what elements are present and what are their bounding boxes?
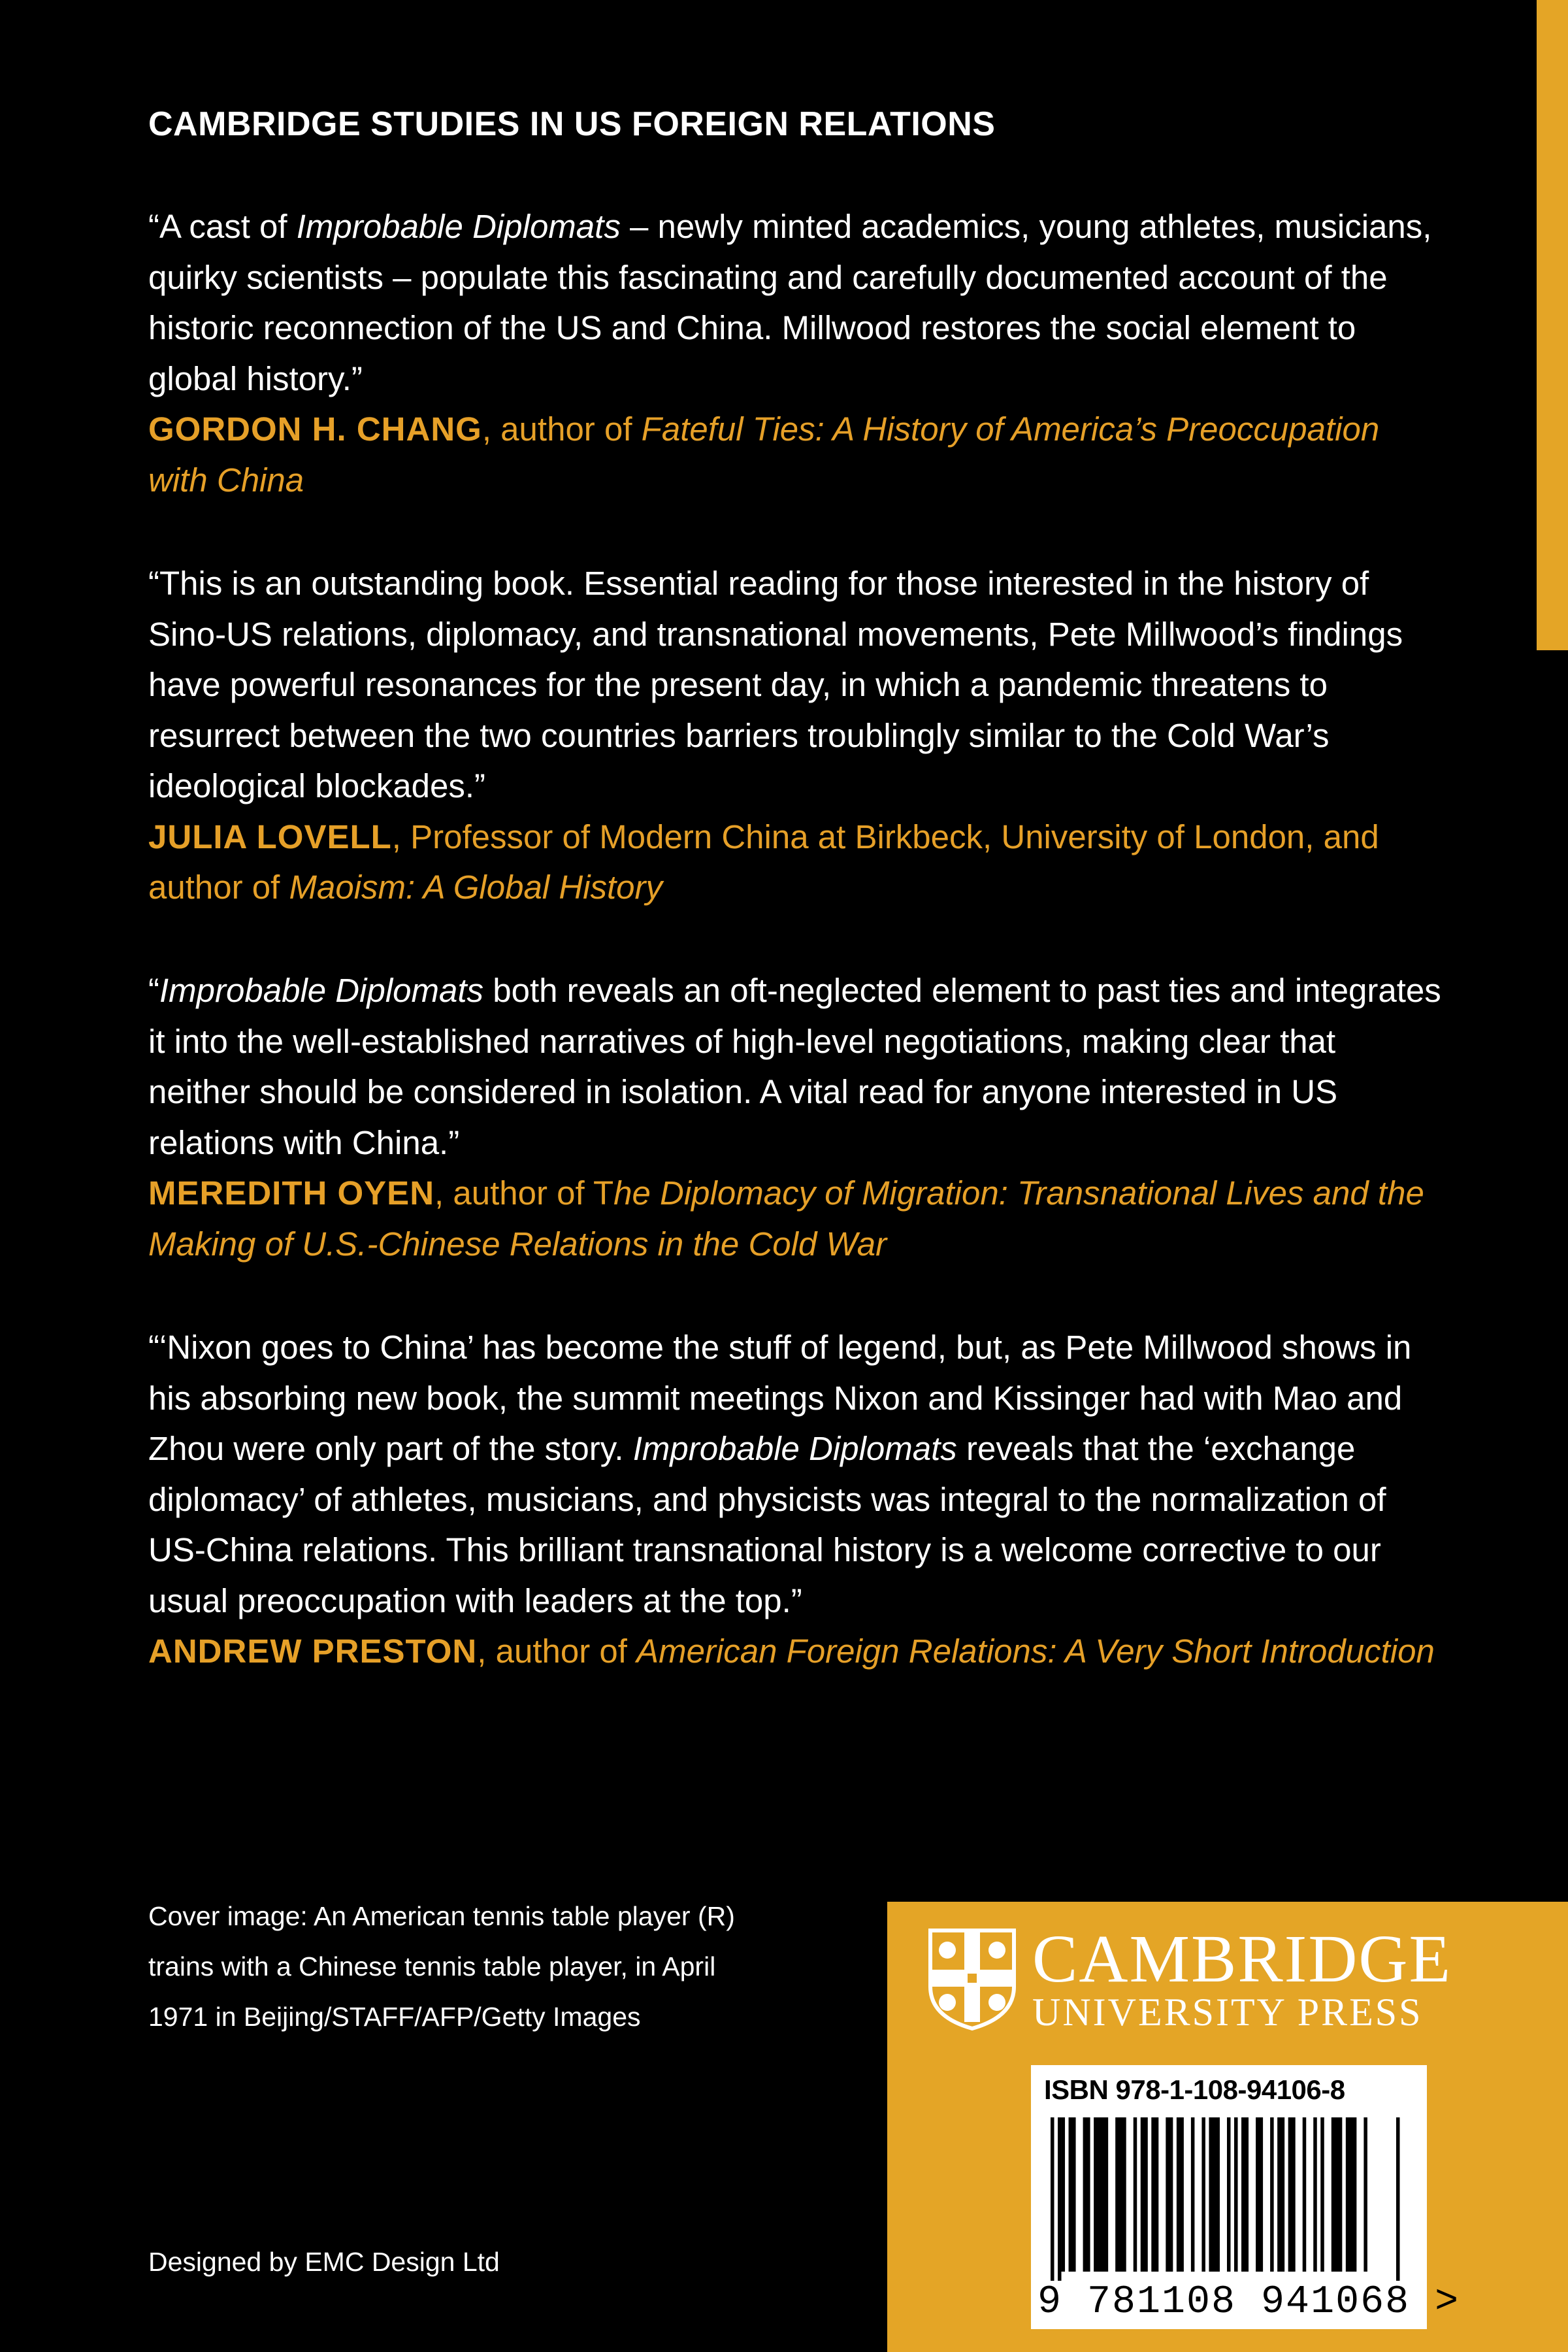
- barcode-bar: [1277, 2117, 1284, 2272]
- barcode-bar: [1288, 2117, 1296, 2272]
- endorser-name: GORDON H. CHANG: [148, 410, 482, 448]
- barcode-bar: [1201, 2117, 1205, 2272]
- blurb-2: [148, 558, 1442, 913]
- italic-text: American Foreign Relations: A Very Short Introduction: [636, 1632, 1435, 1670]
- cover-credit-line: trains with a Chinese tennis table player, in April: [148, 1951, 716, 1981]
- text-run: reveals that the ‘exchange diplomacy’ of athletes, musicians, and physicists was integral to the normalization of US-China relations. This brilliant transnational history is a welcome corrective to our usual preoccupation with leaders at the top.”: [148, 1430, 1386, 1619]
- barcode-bar: [1346, 2117, 1357, 2272]
- blurb-attribution: [148, 1174, 1424, 1263]
- barcode-bar: [1191, 2117, 1195, 2272]
- endorser-name: ANDREW PRESTON: [148, 1632, 478, 1670]
- text-run: both reveals an oft-neglected element to past ties and integrates it into the well-established narratives of high-level negotiations, making clear that neither should be considered in isolation. A vital read for anyone interested in US relations with China.”: [148, 972, 1441, 1161]
- barcode-bar: [1083, 2117, 1090, 2272]
- barcode-bar: [1051, 2117, 1054, 2281]
- barcode-bar: [1134, 2117, 1137, 2272]
- design-credit: Designed by EMC Design Ltd: [148, 2247, 500, 2277]
- cover-image-credit: [148, 1891, 735, 2042]
- cover-credit-line: 1971 in Beijing/STAFF/AFP/Getty Images: [148, 2002, 641, 2032]
- publisher-logo: [926, 1921, 1452, 2034]
- text-run: , author of: [477, 1632, 637, 1670]
- text-run: “A cast of: [148, 208, 297, 245]
- blurb-attribution: [148, 1632, 1435, 1670]
- barcode-bar: [1241, 2117, 1249, 2272]
- barcode-number: 9 781108 941068 >: [1037, 2280, 1460, 2325]
- barcode: [1031, 2065, 1460, 2329]
- italic-text: he Diplomacy of Migration: Transnational Lives and the Making of U.S.-Chinese Relations in the Cold War: [148, 1174, 1424, 1263]
- text-run: “‘Nixon goes to China’ has become the stuff of legend, but, as Pete Millwood shows in his absorbing new book, the summit meetings Nixon and Kissinger had with Mao and Zhou were only part of the story.: [148, 1329, 1412, 1467]
- endorser-name: JULIA LOVELL: [148, 818, 392, 855]
- barcode-bar: [1227, 2117, 1231, 2272]
- italic-text: Improbable Diplomats: [296, 208, 621, 245]
- italic-text: Maoism: A Global History: [289, 869, 663, 906]
- barcode-bar: [1364, 2117, 1367, 2272]
- series-title: CAMBRIDGE STUDIES IN US FOREIGN RELATIONS: [148, 105, 996, 143]
- cambridge-shield-icon: [926, 1927, 1018, 2031]
- blurb-attribution: [148, 410, 1379, 499]
- text-run: “This is an outstanding book. Essential reading for those interested in the history of Sino-US relations, diplomacy, and transnational movements, Pete Millwood’s findings have powerful resonances for the present day, in which a pandemic threatens to resurrect between the two countries barriers troublingly similar to the Cold War’s ideological blockades.”: [148, 565, 1403, 804]
- blurb-quote: [148, 972, 1441, 1161]
- blurb-attribution: [148, 818, 1379, 906]
- blurb-1: [148, 201, 1442, 505]
- barcode-bar: [1313, 2117, 1317, 2272]
- italic-text: Fateful Ties: A History of America’s Preoccupation with China: [148, 410, 1380, 499]
- barcode-bar: [1303, 2117, 1307, 2272]
- barcode-bar: [1234, 2117, 1238, 2272]
- italic-text: Improbable Diplomats: [632, 1430, 957, 1467]
- barcode-bar: [1062, 2117, 1066, 2272]
- text-run: , author of: [482, 410, 642, 448]
- publisher-name: CAMBRIDGE: [1032, 1921, 1452, 1996]
- cover-credit-line: Cover image: An American tennis table player (R): [148, 1901, 735, 1931]
- barcode-bar: [1094, 2117, 1108, 2272]
- blurb-3: [148, 965, 1442, 1269]
- barcode-bar: [1151, 2117, 1158, 2272]
- barcode-bars: [1051, 2117, 1403, 2281]
- barcode-bar: [1320, 2117, 1324, 2272]
- endorser-name: MEREDITH OYEN: [148, 1174, 435, 1212]
- barcode-bar: [1396, 2117, 1400, 2281]
- blurb-quote: [148, 208, 1431, 397]
- barcode-bar: [1069, 2117, 1076, 2272]
- text-run: , Professor of Modern China at Birkbeck, University of London, and author of: [148, 818, 1379, 906]
- barcode-bar: [1256, 2117, 1263, 2272]
- text-run: – newly minted academics, young athletes, musicians, quirky scientists – populate this fascinating and carefully documented account of the historic reconnection of the US and China. Millwood restores the social element to global history.”: [148, 208, 1432, 397]
- isbn-label: ISBN 978-1-108-94106-8: [1044, 2074, 1345, 2105]
- barcode-bar: [1166, 2117, 1173, 2272]
- barcode-bar: [1331, 2117, 1343, 2272]
- publisher-subname: UNIVERSITY PRESS: [1032, 1991, 1423, 2034]
- spine-accent-strip: [1537, 0, 1568, 650]
- barcode-bar: [1058, 2117, 1062, 2281]
- barcode-bar: [1270, 2117, 1274, 2272]
- italic-text: Improbable Diplomats: [159, 972, 484, 1009]
- barcode-bar: [1209, 2117, 1220, 2272]
- barcode-bar: [1141, 2117, 1148, 2272]
- text-run: “: [148, 972, 159, 1009]
- publisher-panel: [887, 1902, 1568, 2352]
- blurb-quote: [148, 1329, 1411, 1619]
- barcode-bar: [1115, 2117, 1126, 2272]
- text-run: , author of T: [434, 1174, 614, 1212]
- barcode-bar: [1177, 2117, 1184, 2272]
- blurb-quote: [148, 565, 1403, 804]
- blurb-4: [148, 1322, 1442, 1677]
